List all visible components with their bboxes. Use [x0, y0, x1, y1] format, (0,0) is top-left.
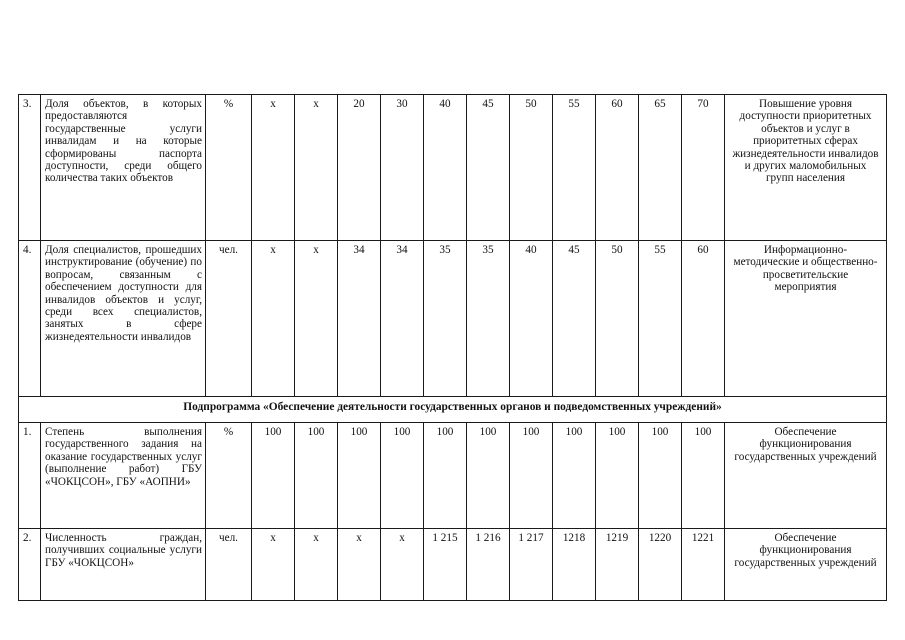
value-cell: х	[252, 95, 295, 241]
value-cell: 40	[510, 241, 553, 397]
value-cell: 55	[553, 95, 596, 241]
value-cell: 60	[682, 241, 725, 397]
indicator-name: Доля объектов, в которых предоставляются государственные услуги инвалидам и на которые сформированы паспорта доступности, среди общего количества таких объектов	[41, 95, 206, 241]
value-cell: 65	[639, 95, 682, 241]
value-cell: 50	[510, 95, 553, 241]
value-cell: х	[252, 241, 295, 397]
section-row	[19, 397, 887, 423]
unit-cell: %	[206, 95, 252, 241]
expected-result: Информационно-методические и общественно-просветительские мероприятия	[725, 241, 887, 397]
value-cell: 40	[424, 95, 467, 241]
table-row	[19, 95, 887, 241]
unit-cell: чел.	[206, 529, 252, 601]
value-cell: 70	[682, 95, 725, 241]
unit-cell: чел.	[206, 241, 252, 397]
value-cell: х	[295, 95, 338, 241]
value-cell: 30	[381, 95, 424, 241]
value-cell: 35	[424, 241, 467, 397]
value-cell: 45	[553, 241, 596, 397]
expected-result: Обеспечение функционирования государственных учреждений	[725, 529, 887, 601]
table-row	[19, 423, 887, 529]
unit-cell: %	[206, 423, 252, 529]
indicator-name: Доля специалистов, прошедших инструктирование (обучение) по вопросам, связанным с обеспечением доступности для инвалидов объектов и услуг, среди всех специалистов, занятых в сфере жизнедеятельности инвалидов	[41, 241, 206, 397]
value-cell: 100	[553, 423, 596, 529]
expected-result: Обеспечение функционирования государственных учреждений	[725, 423, 887, 529]
value-cell: 60	[596, 95, 639, 241]
value-cell: 34	[338, 241, 381, 397]
value-cell: х	[295, 529, 338, 601]
value-cell: 1218	[553, 529, 596, 601]
value-cell: х	[295, 241, 338, 397]
value-cell: 1 217	[510, 529, 553, 601]
value-cell: 1 215	[424, 529, 467, 601]
value-cell: 1 216	[467, 529, 510, 601]
expected-result: Повышение уровня доступности приоритетных объектов и услуг в приоритетных сферах жизнедеятельности инвалидов и других маломобильных групп населения	[725, 95, 887, 241]
value-cell: х	[338, 529, 381, 601]
value-cell: 100	[295, 423, 338, 529]
value-cell: 55	[639, 241, 682, 397]
value-cell: 100	[467, 423, 510, 529]
value-cell: 50	[596, 241, 639, 397]
value-cell: 100	[424, 423, 467, 529]
value-cell: 100	[381, 423, 424, 529]
section-title: Подпрограмма «Обеспечение деятельности государственных органов и подведомственных учреждений»	[19, 397, 887, 423]
value-cell: 1220	[639, 529, 682, 601]
indicator-name: Степень выполнения государственного задания на оказание государственных услуг (выполнение работ) ГБУ «ЧОКЦСОН», ГБУ «АОПНИ»	[41, 423, 206, 529]
row-number: 4.	[19, 241, 41, 397]
value-cell: х	[381, 529, 424, 601]
row-number: 3.	[19, 95, 41, 241]
value-cell: 100	[338, 423, 381, 529]
value-cell: 100	[596, 423, 639, 529]
value-cell: 100	[639, 423, 682, 529]
table-row	[19, 241, 887, 397]
value-cell: 45	[467, 95, 510, 241]
indicator-name: Численность граждан, получивших социальные услуги ГБУ «ЧОКЦСОН»	[41, 529, 206, 601]
row-number: 2.	[19, 529, 41, 601]
value-cell: 100	[682, 423, 725, 529]
value-cell: 100	[510, 423, 553, 529]
value-cell: х	[252, 529, 295, 601]
value-cell: 1219	[596, 529, 639, 601]
value-cell: 100	[252, 423, 295, 529]
value-cell: 34	[381, 241, 424, 397]
row-number: 1.	[19, 423, 41, 529]
value-cell: 20	[338, 95, 381, 241]
value-cell: 1221	[682, 529, 725, 601]
value-cell: 35	[467, 241, 510, 397]
indicators-table	[18, 94, 887, 601]
table-row	[19, 529, 887, 601]
